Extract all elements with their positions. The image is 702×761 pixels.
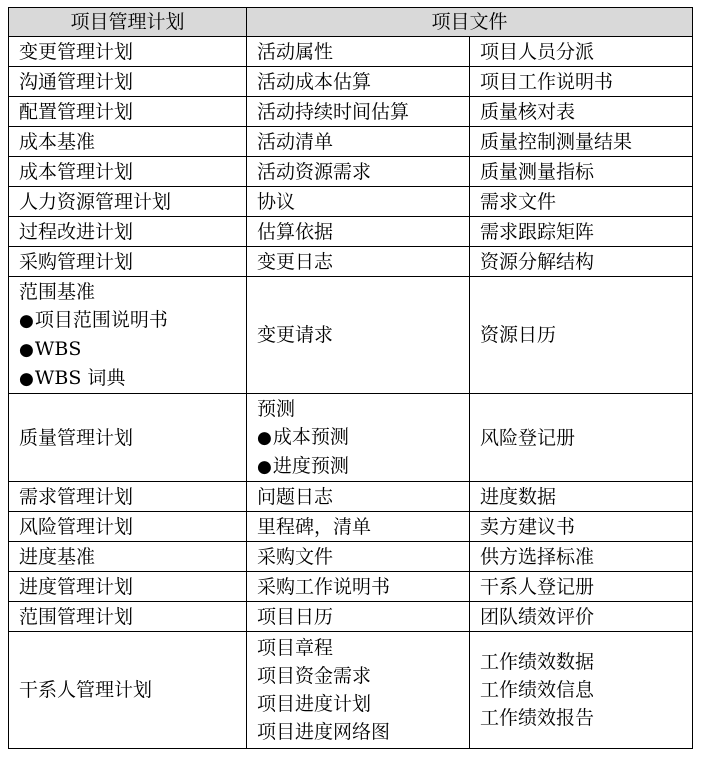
table-row [9,217,693,247]
doc-cell: 团队绩效评价 [470,602,693,632]
table-row [9,572,693,602]
doc-cell: 变更请求 [247,277,470,394]
plan-bullet-item: WBS 词典 [34,366,126,389]
plan-cell [9,277,247,394]
doc-cell: 项目日历 [247,602,470,632]
plan-cell: 质量管理计划 [9,394,247,482]
plan-cell: 进度基准 [9,542,247,572]
doc-cell: 需求文件 [470,187,693,217]
plan-bullet-item: WBS [34,337,82,360]
table-row [9,394,693,482]
table-row [9,277,693,394]
plan-cell: 成本基准 [9,127,247,157]
doc-cell: 项目工作说明书 [470,67,693,97]
doc-cell: 质量核对表 [470,97,693,127]
table-row [9,632,693,749]
doc-cell: 活动资源需求 [247,157,470,187]
plan-cell: 成本管理计划 [9,157,247,187]
doc-cell: 风险登记册 [470,394,693,482]
doc-line: 预测 [257,397,296,420]
doc-cell [470,632,693,749]
plan-bullet-item: 项目范围说明书 [34,308,168,331]
doc-cell: 干系人登记册 [470,572,693,602]
plan-cell: 风险管理计划 [9,512,247,542]
table-row [9,37,693,67]
doc-cell [247,632,470,749]
doc-cell: 需求跟踪矩阵 [470,217,693,247]
doc-line: 项目进度计划 [257,693,372,715]
doc-cell: 活动成本估算 [247,67,470,97]
doc-cell: 活动清单 [247,127,470,157]
document [8,7,693,749]
doc-cell: 供方选择标准 [470,542,693,572]
plan-cell: 干系人管理计划 [9,632,247,749]
header-project-management-plan: 项目管理计划 [9,8,247,37]
table-row [9,512,693,542]
plan-cell: 变更管理计划 [9,37,247,67]
table-row [9,127,693,157]
doc-line: 项目进度网络图 [257,721,391,743]
doc-cell: 质量控制测量结果 [470,127,693,157]
table-row [9,67,693,97]
header-project-documents: 项目文件 [247,8,693,37]
project-plan-table [8,7,693,749]
table-row [9,157,693,187]
doc-cell: 资源分解结构 [470,247,693,277]
doc-cell: 卖方建议书 [470,512,693,542]
bullet-icon [257,455,273,477]
plan-cell: 采购管理计划 [9,247,247,277]
doc-cell: 里程碑，清单 [247,512,470,542]
doc-line: 项目资金需求 [257,665,372,687]
doc-cell: 活动持续时间估算 [247,97,470,127]
table-row [9,97,693,127]
table-row [9,187,693,217]
table-row [9,602,693,632]
doc-line: 项目章程 [257,637,334,659]
doc-cell: 资源日历 [470,277,693,394]
doc-cell: 进度数据 [470,482,693,512]
doc-line: 工作绩效数据 [480,651,595,673]
plan-cell: 进度管理计划 [9,572,247,602]
doc-cell: 估算依据 [247,217,470,247]
doc-cell: 采购文件 [247,542,470,572]
doc-cell: 质量测量指标 [470,157,693,187]
table-row [9,542,693,572]
doc-cell: 变更日志 [247,247,470,277]
plan-cell: 配置管理计划 [9,97,247,127]
bullet-icon [257,426,273,448]
plan-cell: 范围管理计划 [9,602,247,632]
doc-cell: 项目人员分派 [470,37,693,67]
bullet-icon [19,309,35,331]
doc-cell: 协议 [247,187,470,217]
table-header-row [9,8,693,37]
plan-line: 范围基准 [19,280,96,303]
doc-cell: 采购工作说明书 [247,572,470,602]
bullet-icon [19,338,35,360]
doc-cell [247,394,470,482]
table-row [9,247,693,277]
doc-bullet-item: 成本预测 [272,425,349,448]
doc-cell: 活动属性 [247,37,470,67]
plan-cell: 需求管理计划 [9,482,247,512]
doc-bullet-item: 进度预测 [272,454,349,477]
table-row [9,482,693,512]
doc-line: 工作绩效报告 [480,707,595,729]
plan-cell: 过程改进计划 [9,217,247,247]
plan-cell: 人力资源管理计划 [9,187,247,217]
plan-cell: 沟通管理计划 [9,67,247,97]
doc-line: 工作绩效信息 [480,679,595,701]
doc-cell: 问题日志 [247,482,470,512]
bullet-icon [19,367,35,389]
